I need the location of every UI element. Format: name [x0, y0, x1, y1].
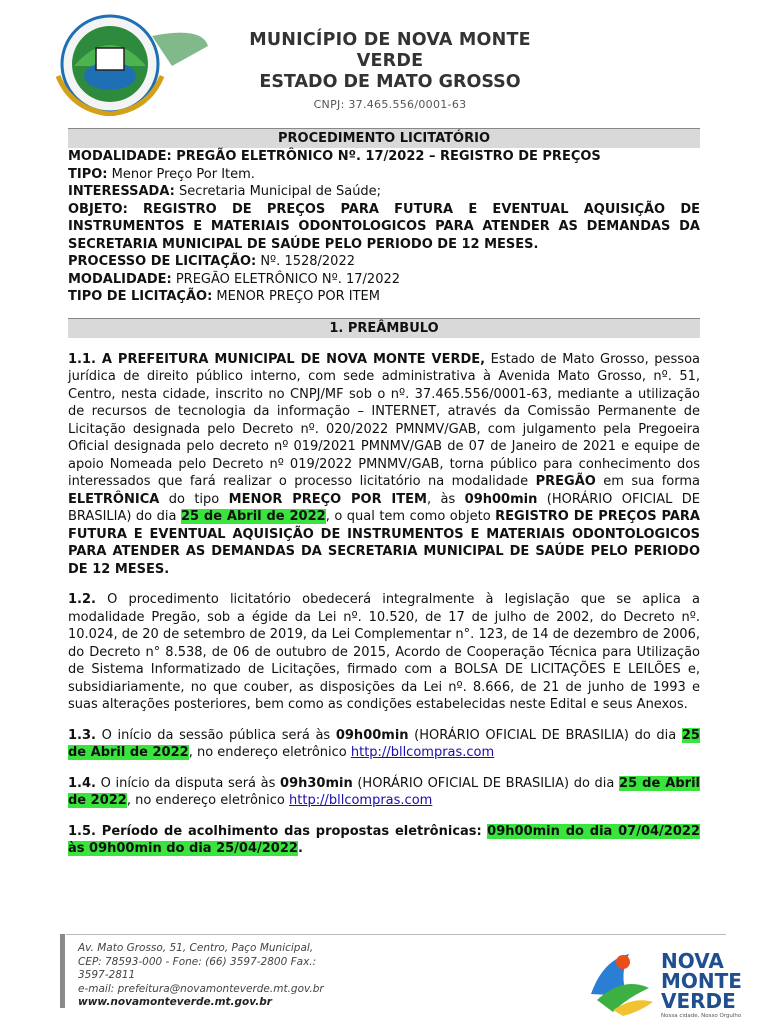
paragraph-1-5: 1.5. Período de acolhimento das propostas eletrônicas: 09h00min do dia 07/04/2022 às 09h00min do dia 25/04/2022. — [68, 823, 700, 856]
svg-text:MONTE: MONTE — [661, 969, 742, 993]
footer-bar — [60, 934, 65, 1008]
section-preambulo-title: 1. PREÂMBULO — [68, 318, 700, 338]
highlighted-date: 25 de Abril de 2022 — [68, 775, 700, 808]
paragraph-1-3: 1.3. O início da sessão pública será às 09h00min (HORÁRIO OFICIAL DE BRASILIA) do dia 25 de Abril de 2022, no endereço eletrônico http://bllcompras.com — [68, 727, 700, 760]
nova-monte-verde-logo — [583, 940, 753, 1020]
page-footer — [0, 930, 770, 1024]
footer-address: Av. Mato Grosso, 51, Centro, Paço Municipal, CEP: 78593-000 - Fone: (66) 3597-2800 Fax.: 3597-2811 e-mail: prefeitura@novamonteverde.mt.gov.br www.novamonteverde.mt.gov.br — [78, 942, 324, 1008]
modalidade-line-2: MODALIDADE: PREGÃO ELETRÔNICO Nº. 17/2022 — [68, 271, 401, 287]
modalidade-line: MODALIDADE: PREGÃO ELETRÔNICO Nº. 17/2022 – REGISTRO DE PREÇOS — [68, 149, 601, 164]
state-title: ESTADO DE MATO GROSSO — [259, 72, 521, 92]
bllcompras-link[interactable]: http://bllcompras.com — [350, 745, 495, 760]
municipality-title: MUNICÍPIO DE NOVA MONTE VERDE — [249, 30, 531, 71]
paragraph-1-1: 1.1. A PREFEITURA MUNICIPAL DE NOVA MONTE VERDE, Estado de Mato Grosso, pessoa jurídica de direito público interno, com sede administrativa à Avenida Mato Grosso, nº. 51, Centro, nesta cidade, inscrito no CNPJ/MF sob o nº. 37.465.556/0001-63, mediante a utilização de recursos de tecnologia da informação – INTERNET, através da Comissão Permanente de Licitação designada pelo Decreto nº. 020/2022 PMNMV/GAB, com julgamento pela Pregoeira Oficial designada pelo decreto nº 019/2021 PMNMV/GAB de 07 de Janeiro de 2021 e equipe de apoio Nomeada pelo Decreto nº 019/2022 PMNMV/GAB, torna público para conhecimento dos interessados que fará realizar o processo licitatório na modalidade PREGÃO em sua forma ELETRÔNICA do tipo MENOR PREÇO POR ITEM, às 09h00min (HORÁRIO OFICIAL DE BRASILIA) do dia 25 de Abril de 2022, o qual tem como objeto REGISTRO DE PREÇOS PARA FUTURA E EVENTUAL AQUISIÇÃO DE INSTRUMENTOS E MATERIAIS ODONTOLOGICOS PARA ATENDER AS DEMANDAS DA SECRETARIA MUNICIPAL DE SAÚDE PELO PERIODO DE 12 MESES. — [68, 351, 700, 577]
interessada-line: INTERESSADA: Secretaria Municipal de Saúde; — [68, 184, 382, 199]
tipo-line: TIPO: Menor Preço Por Item. — [68, 166, 255, 182]
highlighted-period: 09h00min do dia 07/04/2022 às 09h00min do dia 25/04/2022 — [68, 823, 700, 856]
procedure-title: PROCEDIMENTO LICITATÓRIO — [68, 128, 700, 148]
objeto-line: OBJETO: REGISTRO DE PREÇOS PARA FUTURA E EVENTUAL AQUISIÇÃO DE INSTRUMENTOS E MATERIAIS ODONTOLOGICOS PARA ATENDER AS DEMANDAS DA SECRETARIA MUNICIPAL DE SAÚDE PELO PERIODO DE 12 MESES. — [68, 201, 700, 252]
page-header — [0, 0, 770, 125]
svg-text:NOVA: NOVA — [661, 949, 724, 973]
highlighted-date: 25 de Abril de 2022 — [180, 509, 326, 524]
municipal-seal-icon — [52, 6, 212, 116]
processo-line: PROCESSO DE LICITAÇÃO: Nº. 1528/2022 — [68, 254, 355, 269]
paragraph-1-4: 1.4. O início da disputa será às 09h30min (HORÁRIO OFICIAL DE BRASILIA) do dia 25 de Abril de 2022, no endereço eletrônico http://bllcompras.com — [68, 775, 700, 808]
header-cnpj: CNPJ: 37.465.556/0001-63 — [313, 98, 467, 111]
document-body — [68, 128, 700, 858]
paragraph-1-2: 1.2. O procedimento licitatório obedecerá integralmente à legislação que se aplica a modalidade Pregão, sob a égide da Lei nº. 10.520, de 17 de julho de 2002, do Decreto nº. 10.024, de 20 de setembro de 2019, da Lei Complementar n°. 123, de 14 de dezembro de 2006, do Decreto n° 8.538, de 06 de outubro de 2015, Acordo de Cooperação Técnica para Utilização de Sistema Informatizado de Licitações, firmado com a BOLSA DE LICITAÇÕES E LEILÕES e, subsidiariamente, no que couber, as disposições da Lei nº. 8.666, de 21 de junho de 1993 e suas alterações posteriores, bem como as condições estabelecidas neste Edital e seus Anexos. — [68, 592, 700, 712]
highlighted-date: 25 de Abril de 2022 — [68, 727, 700, 760]
svg-text:VERDE: VERDE — [661, 989, 736, 1013]
footer-divider — [66, 934, 726, 935]
bllcompras-link[interactable]: http://bllcompras.com — [289, 793, 433, 808]
tipo-licitacao-line: TIPO DE LICITAÇÃO: MENOR PREÇO POR ITEM — [68, 289, 380, 304]
svg-text:Nossa cidade, Nosso Orgulho: Nossa cidade, Nosso Orgulho — [661, 1013, 742, 1019]
